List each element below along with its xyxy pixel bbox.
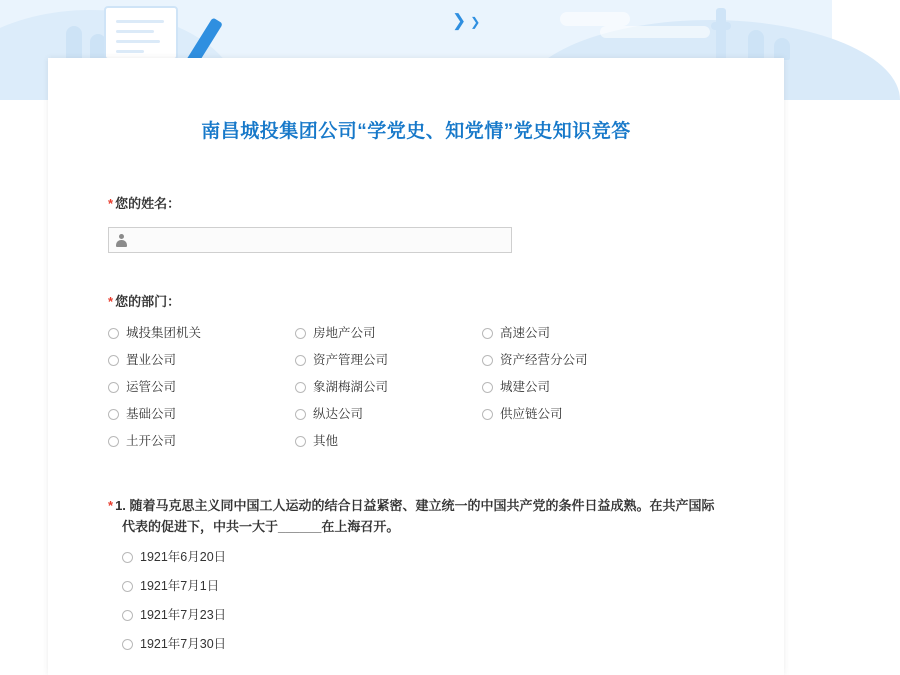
department-option[interactable]	[295, 325, 482, 341]
department-option-label: 房地产公司	[313, 326, 376, 340]
question-1-options	[108, 549, 724, 652]
question-1-option[interactable]	[122, 636, 724, 652]
department-option[interactable]	[482, 325, 669, 341]
tree-icon	[748, 30, 764, 60]
question-1-option-label: 1921年7月1日	[140, 579, 220, 593]
question-1-option[interactable]	[122, 578, 724, 594]
required-asterisk: *	[108, 196, 114, 211]
department-option[interactable]	[108, 325, 295, 341]
page-title: 南昌城投集团公司“学党史、知党情”党史知识竞答	[201, 121, 631, 142]
department-option[interactable]	[108, 379, 295, 395]
field-name-label-text: 您的姓名：	[115, 196, 181, 211]
radio-icon[interactable]	[482, 409, 493, 420]
department-option-label: 象湖梅湖公司	[313, 380, 389, 394]
question-1-option-label: 1921年7月23日	[140, 608, 227, 622]
department-option-label: 其他	[313, 434, 339, 448]
field-department	[48, 293, 784, 449]
radio-icon[interactable]	[122, 639, 133, 650]
paper-icon	[104, 6, 178, 60]
department-option[interactable]	[295, 433, 482, 449]
department-option-label: 城投集团机关	[126, 326, 202, 340]
radio-icon[interactable]	[295, 436, 306, 447]
birds-icon: ❯❯	[452, 11, 485, 30]
question-1-option-label: 1921年7月30日	[140, 637, 227, 651]
department-option[interactable]	[108, 433, 295, 449]
tower-icon	[716, 8, 726, 60]
radio-icon[interactable]	[295, 328, 306, 339]
field-name-input-row	[108, 227, 724, 253]
radio-icon[interactable]	[122, 610, 133, 621]
department-option-label: 纵达公司	[313, 407, 364, 421]
question-1-option-label: 1921年6月20日	[140, 550, 227, 564]
radio-icon[interactable]	[295, 355, 306, 366]
cloud-icon	[600, 26, 710, 38]
department-option-label: 高速公司	[500, 326, 551, 340]
radio-icon[interactable]	[108, 328, 119, 339]
department-option-label: 土开公司	[126, 434, 177, 448]
department-option[interactable]	[108, 352, 295, 368]
department-option[interactable]	[482, 379, 669, 395]
department-option-label: 基础公司	[126, 407, 177, 421]
radio-icon[interactable]	[108, 355, 119, 366]
radio-icon[interactable]	[108, 436, 119, 447]
radio-icon[interactable]	[122, 552, 133, 563]
page-banner	[0, 0, 832, 60]
question-1-label	[108, 495, 724, 537]
name-input[interactable]	[134, 232, 504, 249]
radio-icon[interactable]	[108, 409, 119, 420]
question-1-option[interactable]	[122, 549, 724, 565]
department-option-label: 运管公司	[126, 380, 177, 394]
tree-icon	[66, 26, 82, 60]
radio-icon[interactable]	[482, 382, 493, 393]
department-option[interactable]	[482, 406, 669, 422]
department-option-label: 供应链公司	[500, 407, 563, 421]
department-option-label: 资产管理公司	[313, 353, 389, 367]
user-icon	[115, 234, 128, 247]
radio-icon[interactable]	[482, 355, 493, 366]
required-asterisk: *	[108, 294, 114, 309]
question-1-text: 随着马克思主义同中国工人运动的结合日益紧密、建立统一的中国共产党的条件日益成熟。在共产国际代表的促进下，中共一大于______在上海召开。	[122, 498, 715, 534]
field-department-label-text: 您的部门：	[115, 294, 181, 309]
department-option[interactable]	[295, 379, 482, 395]
tree-icon	[774, 38, 790, 60]
radio-icon[interactable]	[108, 382, 119, 393]
radio-icon[interactable]	[482, 328, 493, 339]
field-question-1	[48, 495, 784, 652]
field-department-label	[108, 293, 724, 311]
field-name-label	[108, 195, 724, 213]
radio-icon[interactable]	[295, 409, 306, 420]
department-option[interactable]	[295, 406, 482, 422]
field-name	[48, 195, 784, 253]
cloud-icon	[560, 12, 630, 26]
radio-icon[interactable]	[295, 382, 306, 393]
name-input-wrapper[interactable]	[108, 227, 512, 253]
radio-icon[interactable]	[122, 581, 133, 592]
department-options	[108, 325, 724, 449]
department-option-label: 资产经营分公司	[500, 353, 588, 367]
required-asterisk: *	[108, 498, 114, 513]
department-option[interactable]	[108, 406, 295, 422]
department-option-label: 城建公司	[500, 380, 551, 394]
department-option[interactable]	[295, 352, 482, 368]
question-1-number: 1.	[115, 498, 126, 513]
survey-card	[48, 58, 784, 675]
department-option[interactable]	[482, 352, 669, 368]
department-option-label: 置业公司	[126, 353, 177, 367]
question-1-option[interactable]	[122, 607, 724, 623]
